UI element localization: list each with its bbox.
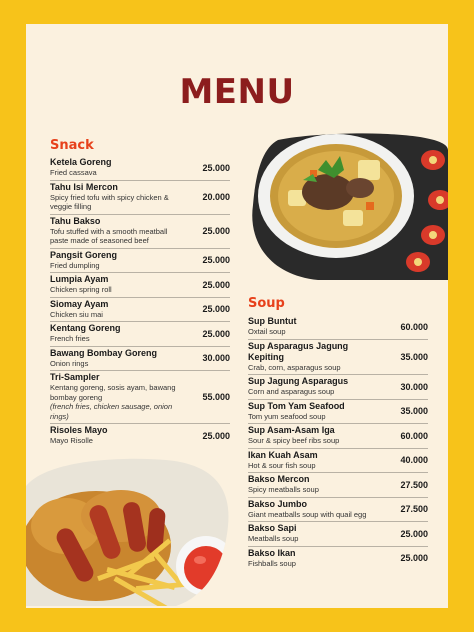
list-item [248, 522, 428, 547]
list-item [50, 371, 230, 424]
soup-heading: Soup [248, 296, 285, 311]
item-price: 25.000 [202, 430, 230, 441]
item-name: Sup Tom Yam Seafood [248, 400, 345, 411]
item-desc: Kentang goreng, sosis ayam, bawang bombay goreng [50, 383, 176, 402]
item-desc: Chicken siu mai [50, 309, 103, 319]
item-price: 27.500 [400, 479, 428, 490]
item-name: Bawang Bombay Goreng [50, 347, 158, 358]
item-desc: Spicy fried tofu with spicy chicken & veggie filling [50, 192, 169, 211]
item-price: 60.000 [400, 321, 428, 332]
item-desc: Giant meatballs soup with quail egg [248, 509, 367, 519]
item-price: 25.000 [202, 328, 230, 339]
item-name: Tahu Isi Mercon [50, 181, 118, 192]
list-item [50, 424, 230, 448]
item-price: 27.500 [400, 504, 428, 515]
item-desc: Corn and asparagus soup [248, 387, 335, 396]
item-name: Siomay Ayam [50, 298, 109, 309]
item-name: Lumpia Ayam [50, 274, 109, 284]
item-desc: Crab, corn, asparagus soup [248, 362, 341, 372]
item-price: 55.000 [202, 392, 230, 402]
item-name: Tahu Bakso [50, 215, 101, 226]
item-price: 25.000 [202, 255, 230, 266]
item-price: 30.000 [400, 381, 428, 392]
item-name: Ketela Goreng [50, 157, 112, 167]
list-item [248, 375, 428, 400]
item-name: Sup Buntut [248, 316, 297, 326]
list-item [248, 424, 428, 449]
item-desc: Mayo Risolle [50, 436, 93, 445]
item-price: 30.000 [202, 353, 230, 364]
item-desc: Fishballs soup [248, 558, 296, 568]
list-item [50, 322, 230, 347]
item-desc: French fries [50, 334, 90, 343]
item-name: Pangsit Goreng [50, 249, 118, 260]
item-name: Bakso Sapi [248, 523, 297, 533]
list-item [50, 156, 230, 181]
item-name: Sup Asparagus Jagung Kepiting [248, 340, 349, 362]
list-item [248, 315, 428, 340]
item-name: Ikan Kuah Asam [248, 449, 318, 460]
item-name: Bakso Mercon [248, 474, 310, 484]
item-price: 35.000 [400, 406, 428, 417]
item-price: 25.000 [202, 226, 230, 236]
item-name: Sup Asam-Asam Iga [248, 425, 335, 435]
item-desc: Hot & sour fish soup [248, 460, 316, 470]
item-name: Kentang Goreng [50, 323, 121, 333]
item-desc: Tofu stuffed with a smooth meatball paste made of seasoned beef [50, 226, 168, 245]
list-item [248, 547, 428, 571]
item-desc: Meatballs soup [248, 534, 299, 543]
item-name: Bakso Jumbo [248, 498, 308, 509]
item-desc: Oxtail soup [248, 327, 286, 336]
item-price: 25.000 [202, 162, 230, 173]
item-price: 35.000 [400, 351, 428, 362]
item-price: 40.000 [400, 455, 428, 466]
fried-snack-image [26, 456, 232, 606]
item-desc: Onion rings [50, 358, 89, 368]
list-item [248, 498, 428, 523]
soup-list [248, 315, 428, 570]
menu-card [26, 24, 448, 608]
item-name: Sup Jagung Asparagus [248, 376, 349, 386]
list-item [50, 181, 230, 215]
list-item [248, 473, 428, 498]
list-item [50, 249, 230, 274]
item-name: Tri-Sampler [50, 372, 100, 382]
item-desc: Chicken spring roll [50, 285, 112, 294]
snack-heading: Snack [50, 138, 94, 153]
item-desc: Sour & spicy beef ribs soup [248, 436, 340, 445]
item-price: 25.000 [400, 553, 428, 564]
item-name: Risoles Mayo [50, 425, 108, 435]
list-item [50, 298, 230, 323]
page-title: MENU [179, 72, 295, 112]
list-item [50, 347, 230, 372]
soup-bowl-image [248, 130, 448, 280]
item-price: 25.000 [202, 304, 230, 315]
item-desc: Tom yum seafood soup [248, 411, 326, 421]
item-desc: Fried cassava [50, 168, 97, 177]
item-desc: Fried dumpling [50, 260, 100, 270]
item-price: 25.000 [400, 528, 428, 539]
list-item [248, 400, 428, 425]
item-name: Bakso Ikan [248, 547, 296, 558]
item-price: 20.000 [202, 192, 230, 202]
list-item [50, 273, 230, 298]
item-desc: Spicy meatballs soup [248, 485, 319, 494]
item-price: 60.000 [400, 430, 428, 441]
list-item [50, 215, 230, 249]
list-item [248, 449, 428, 474]
list-item [248, 340, 428, 376]
item-price: 25.000 [202, 279, 230, 290]
item-note: (french fries, chicken sausage, onion rings) [50, 402, 173, 421]
snack-list [50, 156, 230, 448]
